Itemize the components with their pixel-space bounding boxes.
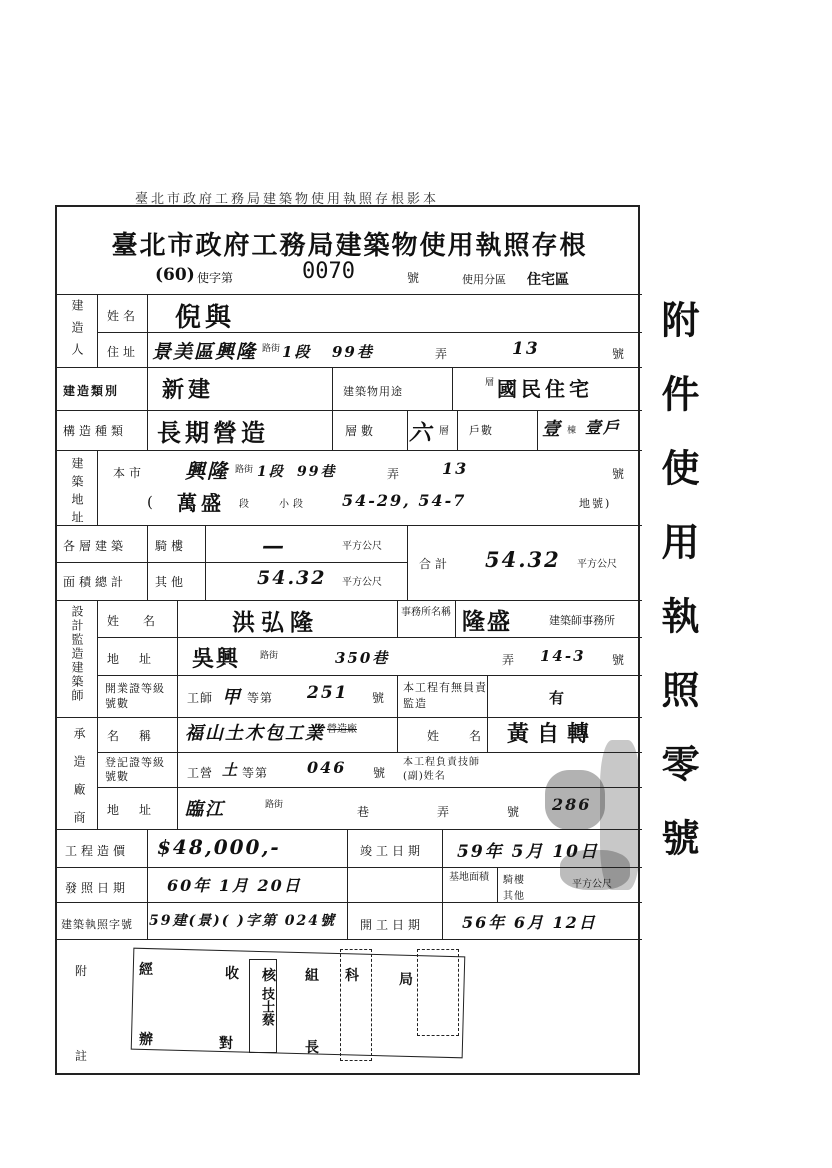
contractor-reg-type: 等第 xyxy=(242,766,269,780)
notes-mark-3: 長 xyxy=(305,1040,323,1056)
architect-reg-no: 251 xyxy=(307,683,349,703)
architect-lane: 350巷 xyxy=(335,649,390,667)
architect-reg-type: 等第 xyxy=(247,691,274,705)
contractor-section-label: 承造廠商 xyxy=(72,727,86,839)
issue-value: 60年 1月 20日 xyxy=(167,876,302,895)
contractor-tech-label: 本工程負責技師(副)姓名 xyxy=(403,757,480,782)
architect-no: 14-3 xyxy=(540,647,586,665)
header-strip: 臺北市政府工務局建築物使用執照存根影本 xyxy=(135,192,440,207)
architect-reg-prefix: 工師 xyxy=(187,691,214,705)
contractor-reg-label: 登記證等級號數 xyxy=(105,756,165,783)
office-suffix: 建築師事務所 xyxy=(549,614,615,627)
site-district: 萬盛 xyxy=(177,491,225,515)
total-value: 54.32 xyxy=(485,547,561,572)
base-other-label: 其他 xyxy=(503,891,525,902)
contractor-road-label: 路街 xyxy=(265,800,284,810)
contractor-alley-label: 弄 xyxy=(437,805,454,819)
architect-reg-grade: 甲 xyxy=(222,687,242,708)
units-value: 壹 xyxy=(542,419,562,440)
complete-label: 竣工日期 xyxy=(360,844,425,858)
smudge-a xyxy=(545,770,605,830)
contractor-name-note: 營造廠 xyxy=(327,724,357,735)
arcade-unit: 平方公尺 xyxy=(342,541,382,552)
side-text: 附件使用執照零號 xyxy=(655,300,700,892)
applicant-road-label: 路街 xyxy=(262,344,281,354)
start-label: 開工日期 xyxy=(360,918,425,932)
site-section-label: 建築地址 xyxy=(70,457,84,529)
contractor-no: 286 xyxy=(552,795,592,814)
other-value: 54.32 xyxy=(257,567,327,589)
floors-value: 六 xyxy=(409,420,434,446)
notes-label-1: 附 xyxy=(75,964,92,978)
contractor-lane-label: 巷 xyxy=(357,805,374,819)
permit-form xyxy=(55,205,640,1075)
units-total: 壹戶 xyxy=(585,418,622,437)
site-sec: 1段 xyxy=(257,464,285,480)
use-label: 建築物用途 xyxy=(343,385,403,398)
architect-name: 洪弘隆 xyxy=(232,609,319,636)
start-value: 56年 6月 12日 xyxy=(462,913,597,932)
zone-value: 住宅區 xyxy=(527,272,569,288)
units-unit: 棟 xyxy=(567,426,581,436)
architect-reg-suffix: 號 xyxy=(372,691,389,705)
site-no-label: 號 xyxy=(612,467,629,481)
arcade-value: — xyxy=(262,533,286,559)
notes-stamp-0: 經 xyxy=(139,962,157,978)
contractor-reg-prefix: 工營 xyxy=(187,766,214,780)
issue-label: 發照日期 xyxy=(65,881,130,895)
applicant-alley-label: 弄 xyxy=(435,347,452,361)
notes-label-2: 註 xyxy=(75,1049,92,1063)
architect-addr-label: 地址 xyxy=(107,652,172,666)
architect-alley-label: 弄 xyxy=(502,653,519,667)
site-no: 13 xyxy=(442,459,469,478)
area-label-2: 面積總計 xyxy=(63,575,128,589)
base-arcade-label: 騎樓 xyxy=(503,875,525,886)
structure-value: 長期營造 xyxy=(157,418,269,447)
site-road: 興隆 xyxy=(185,459,229,483)
units-label: 戶數 xyxy=(469,424,493,437)
license-number: 0070 xyxy=(302,259,355,284)
base-area-unit: 平方公尺 xyxy=(572,879,612,890)
other-label: 其他 xyxy=(155,575,188,589)
applicant-no-label: 號 xyxy=(612,347,629,361)
total-unit: 平方公尺 xyxy=(577,559,617,570)
license-suffix: 號 xyxy=(407,271,420,285)
contractor-no-label: 號 xyxy=(507,805,524,819)
build-type-label: 建造類別 xyxy=(63,384,120,398)
office-name: 隆盛 xyxy=(462,608,512,635)
contractor-name-label: 名稱 xyxy=(107,729,172,743)
contractor-reg-grade: 土 xyxy=(222,761,240,779)
applicant-sec: 1段 xyxy=(282,343,312,361)
supervise-label: 本工程有無員責監造 xyxy=(403,681,487,710)
applicant-name-label: 姓名 xyxy=(107,309,140,323)
notes-stamp-3: 組 xyxy=(305,968,323,984)
zone-label: 使用分區 xyxy=(462,273,506,286)
cost-value: $48,000,- xyxy=(157,835,281,859)
notes-stamp-1: 收 xyxy=(225,966,243,982)
applicant-section-label: 建造人 xyxy=(70,299,84,365)
site-lot-suffix: 地號) xyxy=(579,497,612,510)
architect-name-label: 姓名 xyxy=(107,614,180,628)
area-label-1: 各層建築 xyxy=(63,539,128,553)
supervise-value: 有 xyxy=(549,689,567,707)
applicant-addr-label: 住址 xyxy=(107,345,140,359)
site-lane: 99巷 xyxy=(297,464,337,480)
notes-stamp-box xyxy=(131,948,466,1059)
other-unit: 平方公尺 xyxy=(342,577,382,588)
floors-label: 層數 xyxy=(345,424,378,438)
page-title: 臺北市政府工務局建築物使用執照存根 xyxy=(111,231,588,261)
site-city: 本市 xyxy=(113,466,146,480)
notes-mark-1: 對 xyxy=(219,1036,237,1052)
architect-addr: 吳興 xyxy=(192,646,241,672)
notes-seal-left xyxy=(340,949,372,1061)
site-paren: ( xyxy=(147,493,157,511)
permit-value: 59建(景)( )字第 024號 xyxy=(149,913,336,929)
contractor-owner: 黃自轉 xyxy=(507,721,598,747)
notes-stamp-5: 局 xyxy=(399,972,417,988)
applicant-addr: 景美區興隆 xyxy=(152,341,258,363)
contractor-addr-label: 地址 xyxy=(107,803,172,817)
use-value: 國民住宅 xyxy=(497,377,593,401)
license-type: 使字第 xyxy=(197,271,234,285)
contractor-name: 福山土木包工業 xyxy=(185,723,325,744)
structure-label: 構造種類 xyxy=(63,424,128,438)
applicant-name: 倪與 xyxy=(175,303,236,333)
contractor-addr: 臨江 xyxy=(185,799,225,820)
base-area-label: 基地面積 xyxy=(449,872,489,883)
contractor-reg-suffix: 號 xyxy=(373,766,390,780)
arcade-label: 騎樓 xyxy=(155,539,188,553)
complete-value: 59年 5月 10日 xyxy=(457,842,599,862)
applicant-lane: 99巷 xyxy=(332,343,374,361)
contractor-reg-no: 046 xyxy=(307,758,347,777)
architect-no-label: 號 xyxy=(612,653,629,667)
notes-stamp-2: 核 xyxy=(262,968,280,984)
build-type-value: 新建 xyxy=(162,377,215,403)
permit-label: 建築執照字號 xyxy=(61,918,133,931)
site-road-label: 路街 xyxy=(235,465,254,475)
notes-mark-0: 辦 xyxy=(139,1032,157,1048)
office-label: 事務所名稱 xyxy=(401,607,451,618)
license-year: (60) xyxy=(155,265,195,285)
use-floor-label: 層 xyxy=(485,378,495,388)
applicant-no: 13 xyxy=(512,339,540,359)
cost-label: 工程造價 xyxy=(65,844,130,858)
site-lot-label: 段 xyxy=(239,499,253,510)
notes-seal-right xyxy=(417,949,459,1036)
architect-road-label: 路街 xyxy=(260,651,279,661)
total-label: 合計 xyxy=(419,557,452,571)
site-subsec-label: 小段 xyxy=(279,499,307,510)
smudge-c xyxy=(600,740,640,890)
architect-section-label: 設計監造建築師 xyxy=(70,605,84,703)
architect-reg-label: 開業證等級號數 xyxy=(105,682,165,710)
site-alley-label: 弄 xyxy=(387,467,404,481)
floors-unit: 層 xyxy=(439,426,453,437)
notes-stamp-4: 科 xyxy=(345,968,363,984)
contractor-owner-label: 姓名 xyxy=(427,729,512,743)
site-lots: 54-29, 54-7 xyxy=(342,491,467,510)
notes-mark-2: 技士蔡 xyxy=(249,959,277,1053)
